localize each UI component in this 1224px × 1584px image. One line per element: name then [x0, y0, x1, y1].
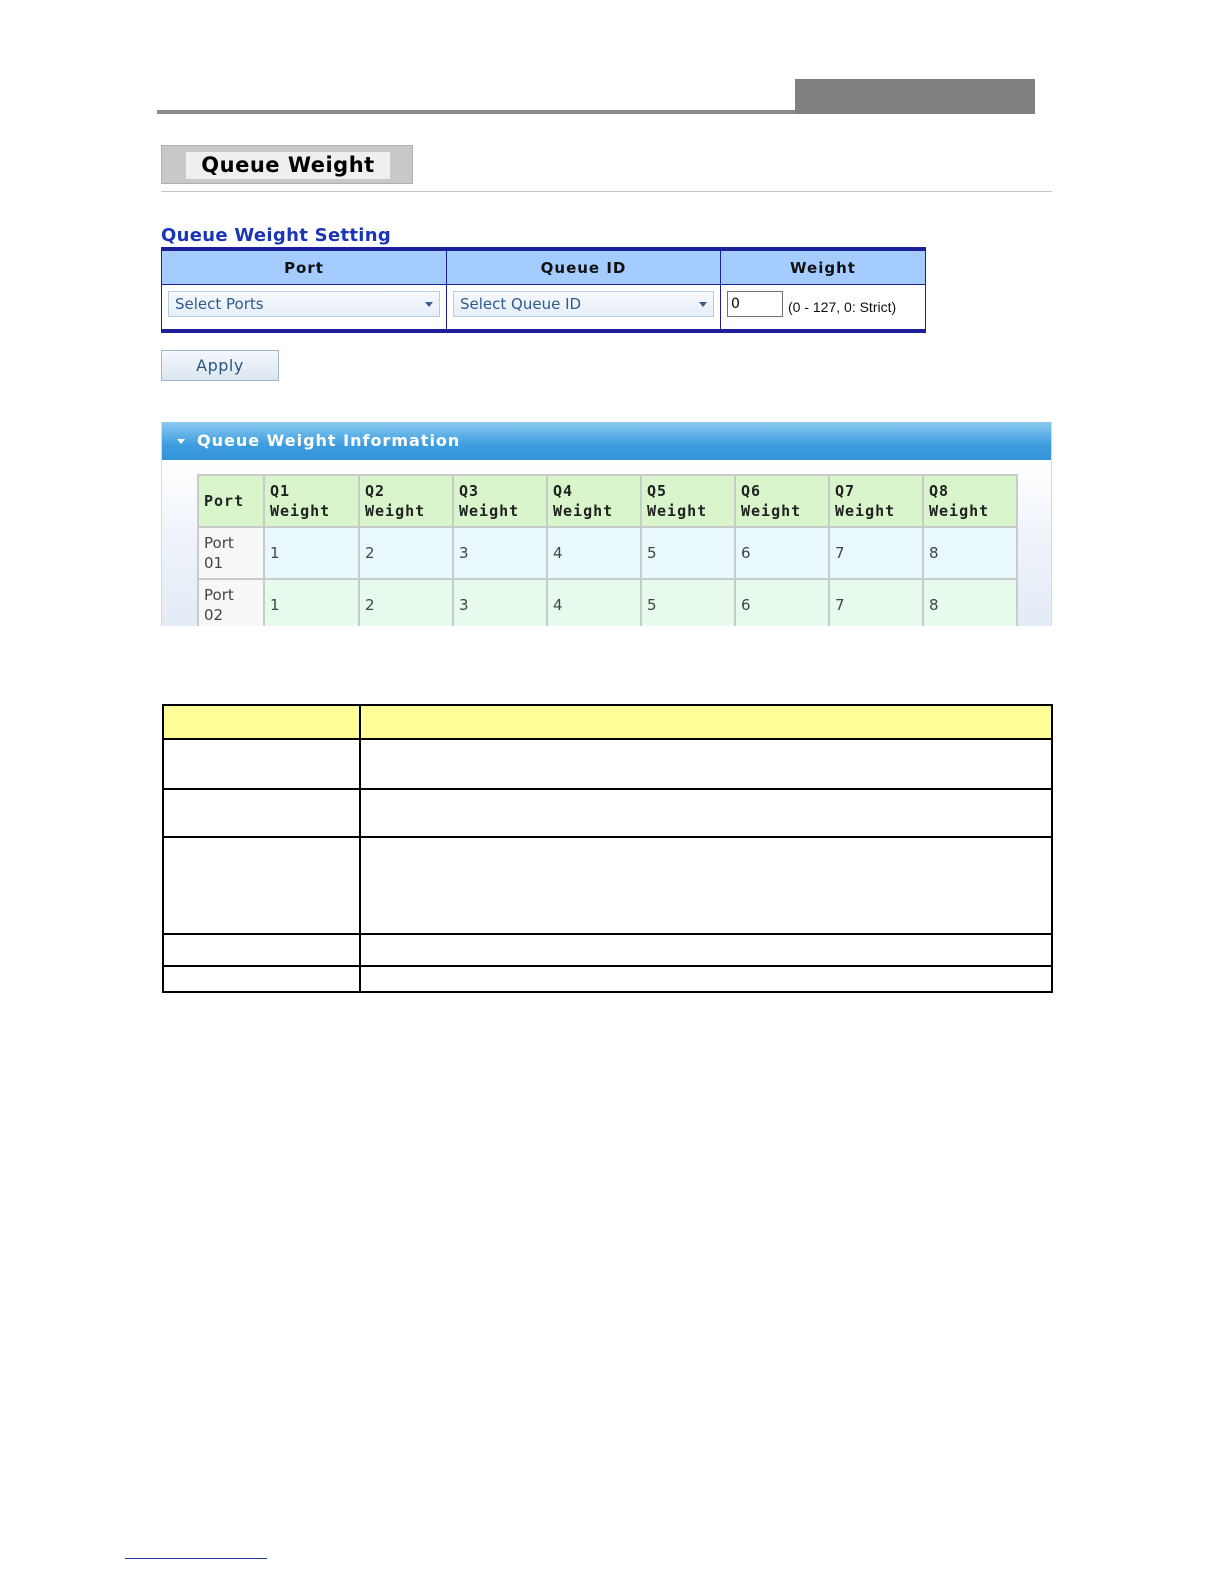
weight-cell-q7: 7 — [829, 579, 923, 626]
weight-cell-q6: 6 — [735, 579, 829, 626]
weight-cell-q6: 6 — [735, 527, 829, 579]
table-row — [198, 527, 1017, 579]
port-cell: Port 01 — [198, 527, 264, 579]
title-divider — [161, 191, 1052, 192]
chevron-down-icon — [699, 302, 707, 307]
apply-button[interactable]: Apply — [161, 350, 279, 381]
table-header-row — [198, 475, 1017, 527]
col-header-q1: Q1 Weight — [264, 475, 359, 527]
footer-link-underline — [125, 1558, 267, 1559]
page-title-box — [161, 145, 413, 184]
col-header-q3: Q3 Weight — [453, 475, 547, 527]
description-text-cell — [360, 934, 1052, 966]
queue-id-select-value: Select Queue ID — [460, 295, 582, 313]
description-row — [163, 934, 1052, 966]
collapse-triangle-icon[interactable] — [177, 439, 185, 444]
weight-cell — [721, 285, 925, 329]
weight-cell-q1: 1 — [264, 527, 359, 579]
chevron-down-icon — [425, 302, 433, 307]
queue-id-select[interactable] — [453, 291, 714, 317]
weight-cell-q3: 3 — [453, 579, 547, 626]
col-header-q4: Q4 Weight — [547, 475, 641, 527]
weight-input[interactable] — [727, 291, 783, 317]
info-panel-header[interactable] — [162, 422, 1051, 460]
info-panel-title: Queue Weight Information — [197, 431, 461, 450]
description-header-description — [360, 705, 1052, 739]
weight-cell-q4: 4 — [547, 579, 641, 626]
description-table — [162, 704, 1053, 993]
weight-cell-q8: 8 — [923, 579, 1017, 626]
queue-weight-information-panel — [161, 422, 1052, 626]
queue-weight-setting-table — [161, 247, 926, 333]
page-title: Queue Weight — [186, 152, 390, 179]
queue-weight-info-table — [197, 474, 1018, 626]
description-object-cell — [163, 934, 360, 966]
weight-cell-q5: 5 — [641, 579, 735, 626]
col-header-queue-id: Queue ID — [447, 251, 721, 285]
weight-cell-q2: 2 — [359, 527, 453, 579]
port-cell — [162, 285, 447, 329]
weight-cell-q1: 1 — [264, 579, 359, 626]
page-header-tab — [795, 79, 1035, 114]
description-row — [163, 837, 1052, 934]
description-text-cell — [360, 966, 1052, 992]
description-object-cell — [163, 837, 360, 934]
description-object-cell — [163, 739, 360, 789]
description-text-cell — [360, 789, 1052, 837]
description-text-cell — [360, 739, 1052, 789]
col-header-port: Port — [198, 475, 264, 527]
description-object-cell — [163, 966, 360, 992]
setting-heading: Queue Weight Setting — [161, 225, 392, 246]
col-header-q8: Q8 Weight — [923, 475, 1017, 527]
description-header-row — [163, 705, 1052, 739]
col-header-weight: Weight — [721, 251, 925, 285]
description-row — [163, 739, 1052, 789]
col-header-q7: Q7 Weight — [829, 475, 923, 527]
description-object-cell — [163, 789, 360, 837]
weight-cell-q8: 8 — [923, 527, 1017, 579]
weight-cell-q3: 3 — [453, 527, 547, 579]
description-text-cell — [360, 837, 1052, 934]
weight-cell-q5: 5 — [641, 527, 735, 579]
port-cell: Port 02 — [198, 579, 264, 626]
port-select-value: Select Ports — [175, 295, 264, 313]
weight-cell-q4: 4 — [547, 527, 641, 579]
col-header-q6: Q6 Weight — [735, 475, 829, 527]
port-select[interactable] — [168, 291, 440, 317]
page-header-rule — [157, 110, 797, 114]
weight-cell-q7: 7 — [829, 527, 923, 579]
weight-range-hint: (0 - 127, 0: Strict) — [788, 299, 897, 315]
weight-cell-q2: 2 — [359, 579, 453, 626]
description-row — [163, 789, 1052, 837]
col-header-q2: Q2 Weight — [359, 475, 453, 527]
col-header-q5: Q5 Weight — [641, 475, 735, 527]
description-header-object — [163, 705, 360, 739]
description-row — [163, 966, 1052, 992]
table-row — [198, 579, 1017, 626]
queue-id-cell — [447, 285, 721, 329]
col-header-port: Port — [162, 251, 447, 285]
